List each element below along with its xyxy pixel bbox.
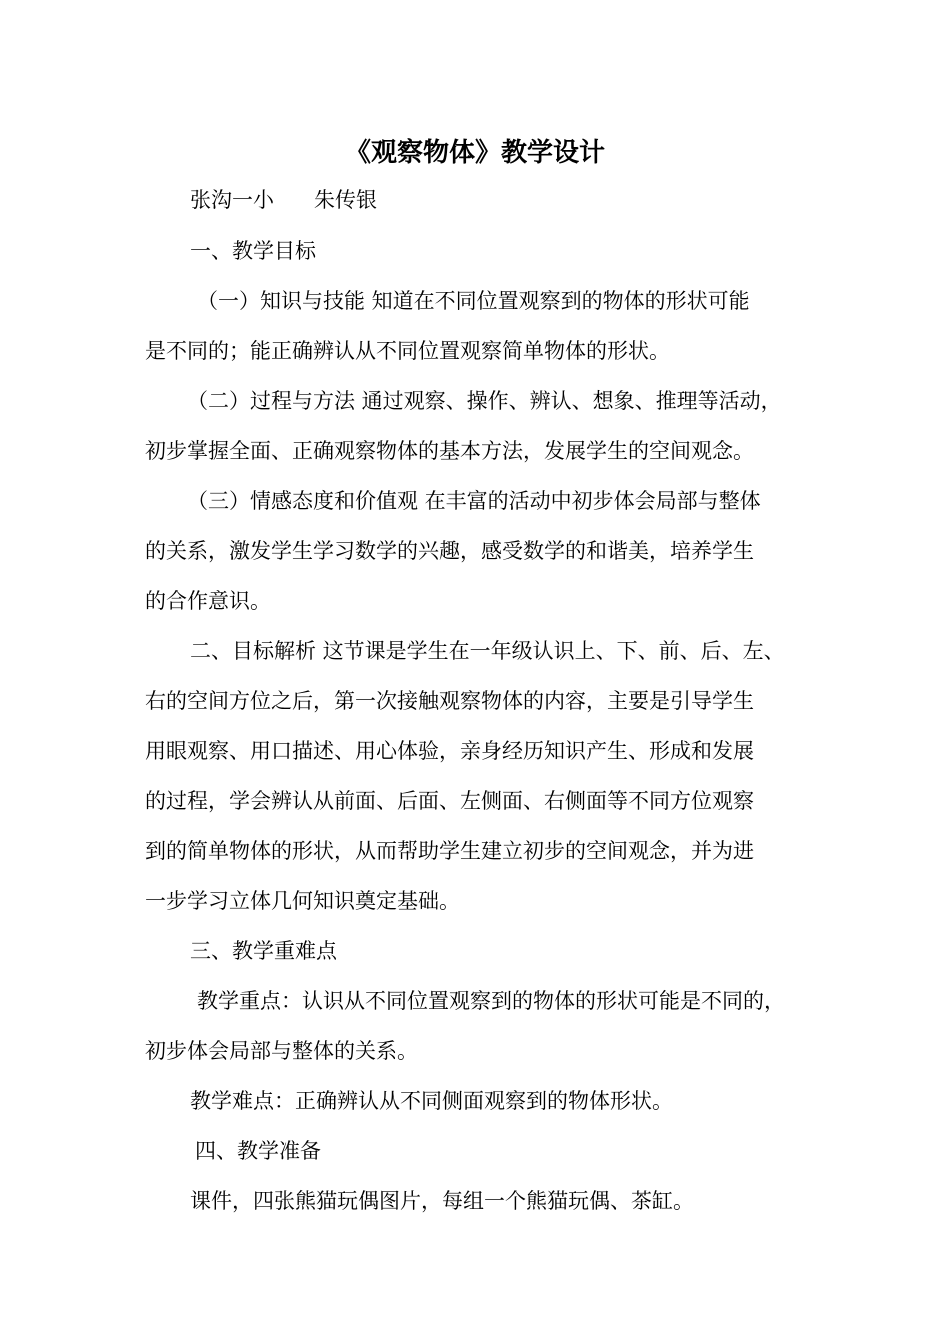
section-heading-objectives: 一、教学目标	[190, 239, 316, 263]
paragraph-line: （二）过程与方法 通过观察、操作、辨认、想象、推理等活动，	[187, 389, 782, 413]
section-heading-preparation: 四、教学准备	[195, 1139, 321, 1163]
author-school: 张沟一小	[190, 188, 274, 212]
paragraph-line: 一步学习立体几何知识奠定基础。	[145, 889, 460, 913]
paragraph-line: 的关系，激发学生学习数学的兴趣，感受数学的和谐美，培养学生	[145, 539, 754, 563]
paragraph-line: （三）情感态度和价值观 在丰富的活动中初步体会局部与整体	[187, 489, 761, 513]
paragraph-line: 到的简单物体的形状，从而帮助学生建立初步的空间观念，并为进	[145, 839, 754, 863]
section-heading-key-points: 三、教学重难点	[190, 939, 337, 963]
paragraph-line: 初步掌握全面、正确观察物体的基本方法，发展学生的空间观念。	[145, 439, 754, 463]
author-line	[190, 185, 377, 215]
paragraph-line: 初步体会局部与整体的关系。	[145, 1039, 418, 1063]
paragraph-line: 课件，四张熊猫玩偶图片，每组一个熊猫玩偶、茶缸。	[190, 1189, 694, 1213]
paragraph-line: 右的空间方位之后，第一次接触观察物体的内容，主要是引导学生	[145, 689, 754, 713]
paragraph-line: 二、目标解析 这节课是学生在一年级认识上、下、前、后、左、	[190, 639, 785, 663]
paragraph-line: 的过程，学会辨认从前面、后面、左侧面、右侧面等不同方位观察	[145, 789, 754, 813]
paragraph-line: 教学难点：正确辨认从不同侧面观察到的物体形状。	[190, 1089, 673, 1113]
paragraph-line: 是不同的；能正确辨认从不同位置观察简单物体的形状。	[145, 339, 670, 363]
paragraph-line: （一）知识与技能 知道在不同位置观察到的物体的形状可能	[197, 289, 750, 313]
author-name: 朱传银	[314, 188, 377, 212]
paragraph-line: 的合作意识。	[145, 589, 271, 613]
paragraph-line: 教学重点：认识从不同位置观察到的物体的形状可能是不同的，	[197, 989, 785, 1013]
document-title: 《观察物体》教学设计	[344, 138, 605, 168]
paragraph-line: 用眼观察、用口描述、用心体验，亲身经历知识产生、形成和发展	[145, 739, 754, 763]
